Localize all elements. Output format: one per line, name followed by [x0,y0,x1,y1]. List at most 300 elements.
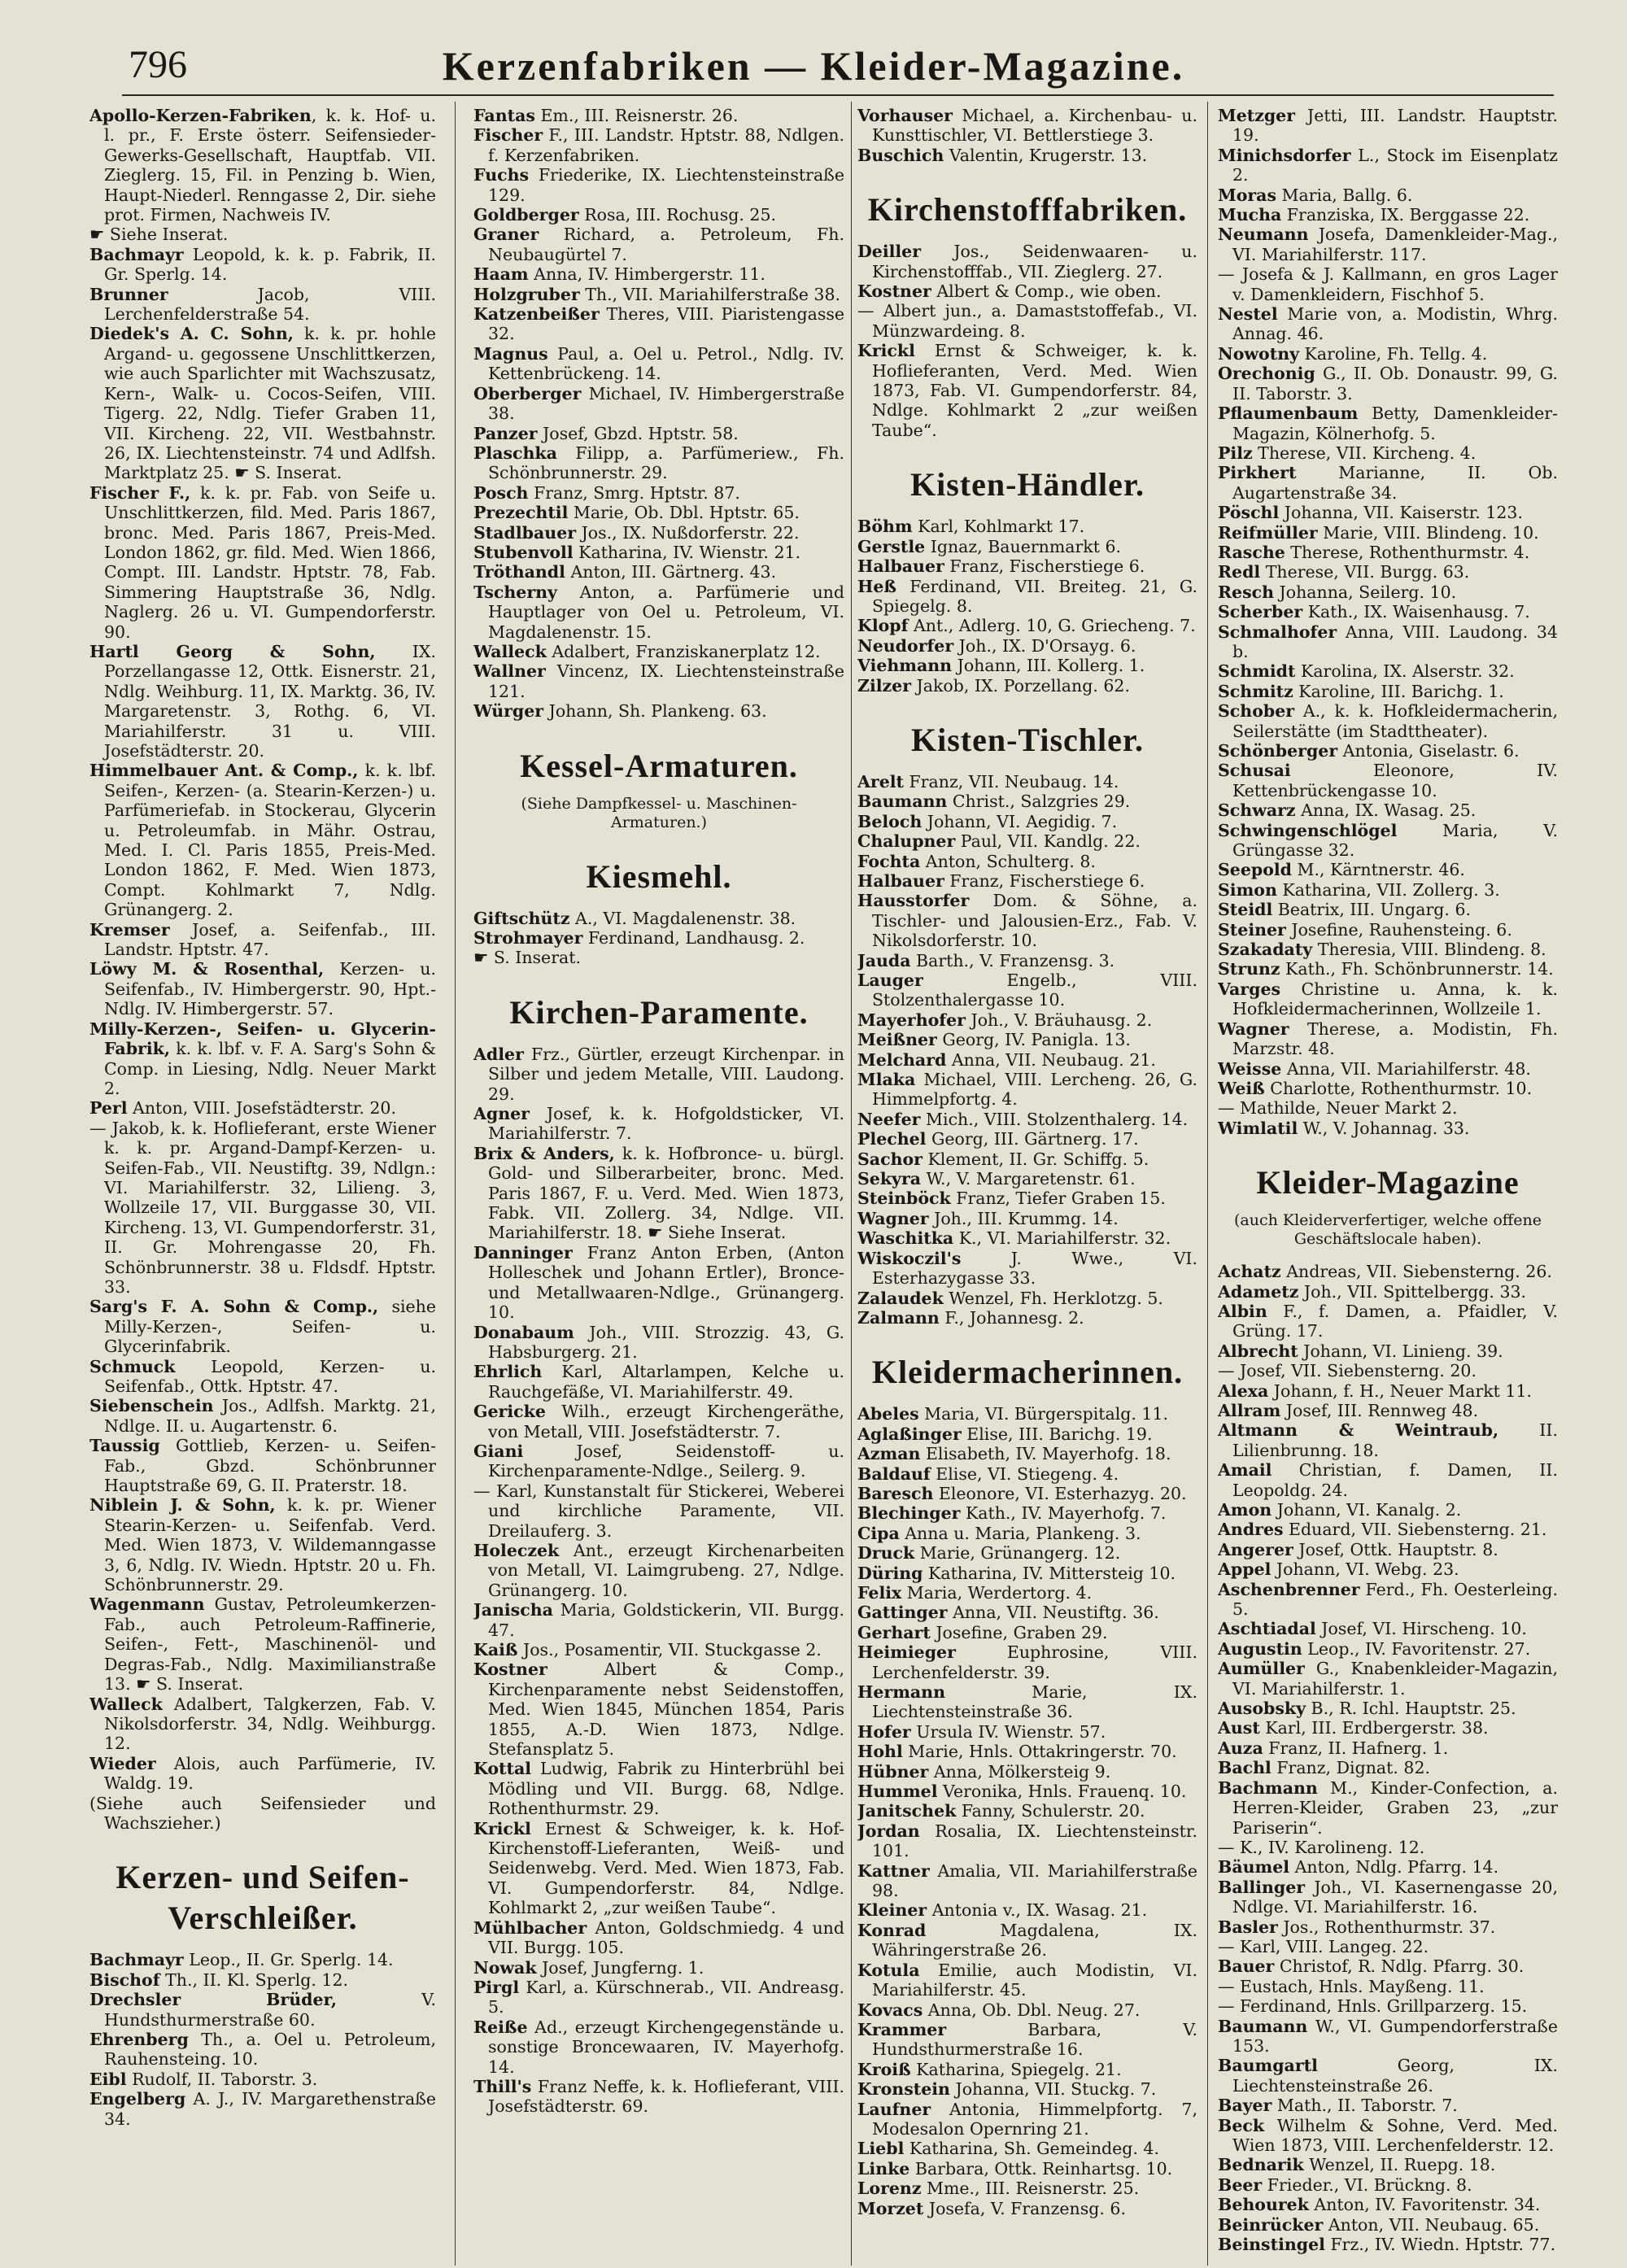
entry-name: Behourek [1218,2195,1309,2215]
directory-entry [473,483,844,503]
directory-entry [857,2020,1197,2060]
section-note: (Siehe Dampfkessel- u. Maschinen-Armaturen.) [521,794,797,831]
directory-entry [1218,682,1558,701]
entry-name: Bayer [1218,2096,1272,2116]
entry-name: Augustin [1218,1638,1302,1659]
entry-details: Franz Anton Erben, (Anton Holleschek und Johann Ertler), Bronce- und Metallwaaren-Ndlge., Grünangerg. 10. [488,1242,844,1323]
directory-entry [1218,443,1558,463]
directory-entry [1218,1659,1558,1699]
entry-details: Joh., VIII. Strozzig. 43, G. Habsburgerg. 21. [488,1322,844,1362]
entry-name: Diedek's A. C. Sohn, [89,324,294,344]
directory-entry [857,2100,1197,2139]
entry-name: Apollo-Kerzen-Fabriken [89,106,312,125]
entry-name: Perl [89,1098,128,1119]
entry-name: Kaiß [473,1640,518,1660]
directory-entry [857,537,1197,556]
directory-entry [89,1396,436,1436]
directory-entry [857,1209,1197,1228]
entry-name: Hartl Georg & Sohn, [89,641,376,661]
entry-details: Katharina, VII. Zollerg. 3. [1276,879,1500,900]
entry-details: Johann, VI. Linieng. 39. [1298,1341,1503,1361]
directory-entry [473,443,844,483]
entry-name: Mayerhofer [857,1010,966,1030]
entry-name: Agner [473,1104,530,1124]
entry-name: Graner [473,225,539,245]
entry-name: Baumann [857,792,948,812]
entry-details: Joh., V. Bräuhausg. 2. [965,1010,1153,1030]
entry-details: Valentin, Krugerstr. 13. [944,145,1148,165]
directory-entry [89,225,436,244]
directory-entry [473,225,844,264]
directory-entry [857,852,1197,871]
entry-details: Josef, Ottk. Hauptstr. 8. [1293,1539,1498,1559]
entry-details: Anton, Ndlg. Pfarrg. 14. [1289,1857,1499,1878]
entry-details: A., VI. Magdalenenstr. 38. [569,908,796,928]
entry-name: Walleck [89,1694,163,1714]
entry-name: Chalupner [857,831,956,852]
directory-entry [473,1144,844,1243]
directory-entry [89,1098,436,1118]
directory-entry [473,304,844,344]
entry-details: k. k. lbf. v. F. A. Sarg's Sohn & Comp. in Liesing, Ndlg. Neuer Markt 2. [104,1039,436,1098]
entry-name: Klopf [857,616,909,636]
directory-entry [89,1970,436,1990]
entry-name: Steinböck [857,1189,951,1209]
directory-entry [473,562,844,582]
entry-name: Niblein J. & Sohn, [89,1495,276,1516]
directory-entry [857,812,1197,831]
section-heading: Kerzen- und Seifen-Verschleißer. [116,1859,410,1937]
directory-entry [473,106,844,125]
directory-entry [473,1481,844,1541]
entry-details: M., Kärntnerstr. 46. [1292,860,1465,880]
directory-entry [89,1495,436,1594]
entry-name: Pilz [1218,443,1253,463]
entry-details: Marie, Hnls. Ottakringerstr. 70. [902,1742,1177,1762]
entry-name: Liebl [857,2139,905,2159]
entry-name: Fischer [473,125,543,146]
entry-details: Paul, a. Oel u. Petrol., Ndlg. IV. Kettenbrückeng. 14. [488,343,844,384]
entry-details: Franz, II. Hafnerg. 1. [1263,1738,1449,1758]
directory-entry [857,792,1197,811]
directory-entry [89,2089,436,2129]
entry-details: Therese, Rothenthurmstr. 4. [1285,542,1530,562]
entry-details: Anna, Ob. Dbl. Neug. 27. [923,2000,1141,2020]
directory-entry [857,871,1197,891]
directory-entry [473,661,844,701]
entry-details: Maria, V. Grüngasse 32. [1232,820,1558,861]
directory-entry [857,1010,1197,1030]
entry-details: Anna, Mölkersteig 9. [928,1761,1111,1782]
entry-details: Wilhelm & Sohne, Verd. Med. Wien 1873, VIII. Lerchenfelderstr. 12. [1232,2115,1558,2155]
directory-entry [857,281,1197,301]
directory-entry [1218,1937,1558,1956]
entry-name: Prezechtil [473,503,569,523]
entry-details: Josef, k. k. Hofgoldsticker, VI. Mariahilferstr. 7. [488,1104,844,1144]
directory-entry [473,1362,844,1402]
entry-details: W., VI. Gumpendorferstraße 153. [1232,2016,1558,2056]
directory-entry [1218,2235,1558,2254]
directory-entry [1218,2017,1558,2056]
entry-details: L., Stock im Eisenplatz 2. [1232,145,1558,185]
entry-name: Panzer [473,423,538,443]
entry-name: Reifmüller [1218,522,1318,543]
section-heading: Kisten-Händler. [910,466,1145,504]
entry-details: J. Wwe., VI. Esterhazygasse 33. [872,1248,1197,1289]
directory-entry [1218,1500,1558,1520]
entry-details: ☛ S. Inserat. [473,948,581,968]
entry-details: Anton, VIII. Josefstädterstr. 20. [127,1098,396,1119]
directory-entry [857,970,1197,1010]
directory-entry [1218,979,1558,1019]
entry-name: Drechsler Brüder, [89,1990,337,2010]
directory-entry [1218,1977,1558,1996]
directory-entry [857,1722,1197,1742]
entry-details: Franz, Fischerstiege 6. [944,870,1145,891]
entry-details: Christof, R. Ndlg. Pfarrg. 30. [1274,1956,1524,1977]
entry-details: Engelb., VIII. Stolzenthalergasse 10. [872,970,1197,1010]
directory-entry [1218,304,1558,344]
entry-details: Ignaz, Bauernmarkt 6. [925,536,1122,556]
directory-entry [857,1642,1197,1682]
directory-entry [1218,880,1558,900]
directory-entry [857,1583,1197,1603]
header-rule [122,94,1554,96]
directory-entry [473,2017,844,2077]
directory-entry [473,344,844,384]
directory-entry [1218,800,1558,820]
entry-details: Joh., VI. Kasernengasse 20, Ndlge. VI. Mariahilferstr. 16. [1232,1877,1558,1917]
entry-name: Himmelbauer Ant. & Comp., [89,761,359,781]
entry-name: Seepold [1218,860,1293,880]
directory-entry [1218,761,1558,800]
entry-name: Aschtiadal [1218,1619,1316,1639]
entry-details: Georg, IX. Liechtensteinstraße 26. [1232,2056,1558,2096]
entry-details: Wilh., erzeugt Kirchengeräthe, von Metall, VIII. Josefstädterstr. 7. [488,1402,844,1441]
directory-entry [857,2179,1197,2198]
directory-entry [857,1169,1197,1189]
entry-details: Maria, Goldstickerin, VII. Burgg. 47. [488,1600,844,1640]
entry-name: Halbauer [857,556,944,577]
entry-name: Simon [1218,879,1277,900]
directory-entry [1218,2215,1558,2235]
entry-details: — K., IV. Karolineng. 12. [1218,1837,1425,1857]
entry-details: Marie, Grünangerg. 12. [914,1543,1121,1564]
column-3 [857,106,1197,2261]
directory-entry [857,1503,1197,1523]
entry-details: — Mathilde, Neuer Markt 2. [1218,1098,1458,1119]
entry-details: Anna, VII. Mariahilferstr. 48. [1281,1058,1531,1079]
entry-name: Gerhart [857,1622,931,1642]
directory-entry [1218,503,1558,522]
directory-entry [857,1900,1197,1920]
directory-entry [473,928,844,948]
entry-details: M., Kinder-Confection, a. Herren-Kleider, Graben 23, „zur Pariserin“. [1232,1777,1558,1838]
directory-entry [857,242,1197,281]
directory-entry [857,951,1197,970]
directory-entry [1218,1838,1558,1857]
entry-name: Fochta [857,851,921,871]
directory-entry [473,503,844,522]
entry-details: Frz., IV. Wiedn. Hptstr. 77. [1324,2235,1556,2255]
entry-details: Anna, IV. Himbergerstr. 11. [528,264,766,285]
entry-details: Christine u. Anna, k. k. Hofkleidermacherinnen, Wollzeile 1. [1232,979,1558,1019]
directory-entry [1218,185,1558,205]
entry-details: k. k. lbf. Seifen-, Kerzen- (a. Stearin-Kerzen-) u. Parfümeriefab. in Stockerau, Glycerin u. Petroleumfab. in Mähr. Ostrau, Med. I. Cl. Paris 1855, Preis-Med. London 1862, F. Med. Wien 1873, Compt. Kohlmarkt 7, Ndlg. Grünangerg. 2. [104,761,436,920]
directory-entry [1218,701,1558,741]
directory-entry [89,285,436,325]
entry-name: Amail [1218,1460,1272,1481]
directory-entry [1218,1019,1558,1059]
entry-name: Plechel [857,1129,927,1149]
entry-details: — Josef, VII. Siebensterng. 20. [1218,1361,1477,1381]
directory-entry [1218,403,1558,443]
directory-entry [857,1543,1197,1563]
directory-entry [1218,860,1558,879]
entry-name: Bischof [89,1969,160,1990]
entry-details: Jos., Seidenwaaren- u. Kirchenstofffab., VII. Zieglerg. 27. [872,242,1197,281]
entry-name: Gerstle [857,536,926,556]
directory-entry [1218,264,1558,304]
entry-name: Varges [1218,979,1281,999]
entry-details: Therese, VII. Kircheng. 4. [1252,443,1477,463]
entry-details: Anton, IV. Favoritenstr. 34. [1308,2195,1541,2215]
entry-details: Em., III. Reisnerstr. 26. [534,106,739,125]
directory-entry [857,1861,1197,1901]
entry-details: Michael, VIII. Lercheng. 26, G. Himmelpfortg. 4. [872,1070,1197,1110]
entry-name: Albrecht [1218,1341,1298,1361]
entry-name: Taussig [89,1436,160,1456]
entry-name: Mucha [1218,205,1282,225]
entry-details: Karl, III. Erdbergerstr. 38. [1259,1718,1489,1738]
entry-details: Johann, VI. Kanalg. 2. [1272,1500,1462,1520]
directory-entry [473,1441,844,1481]
entry-details: Therese, VII. Burgg. 63. [1260,562,1470,582]
entry-details: Josef, III. Rennweg 48. [1280,1400,1479,1420]
entry-details: Joh., VII. Spittelbergg. 33. [1298,1281,1527,1302]
directory-entry [473,1323,844,1363]
section-heading: Kessel-Armaturen. [520,747,798,784]
directory-entry [89,1019,436,1099]
entry-name: Schwarz [1218,800,1296,821]
directory-entry [1218,1758,1558,1777]
entry-name: Magnus [473,343,548,364]
entry-name: Posch [473,482,529,503]
entry-name: Lauger [857,970,923,990]
entry-details: Therese, a. Modistin, Fh. Marzstr. 48. [1232,1018,1558,1059]
entry-name: Wieder [89,1753,156,1773]
entry-details: Georg, IV. Panigla. 13. [936,1030,1131,1050]
column-4 [1218,106,1558,2261]
entry-name: Holzgruber [473,284,580,304]
entry-name: Waschitka [857,1228,954,1249]
entry-name: Adler [473,1044,524,1064]
entry-name: Kostner [857,281,931,302]
directory-entry [857,2139,1197,2158]
directory-entry [473,701,844,721]
entry-name: Löwy M. & Rosenthal, [89,959,325,979]
entry-name: Krammer [857,2019,947,2039]
directory-entry [89,1594,436,1694]
entry-name: Appel [1218,1559,1272,1580]
entry-name: Ehrenberg [89,2029,189,2049]
entry-details: k. k. pr. Fab. von Seife u. Unschlittkerzen, fild. Med. Paris 1867, bronc. Med. Paris 1867, Preis-Med. London 1862, gr. fild. Med. Wien 1866, Compt. III. Landstr. Hptstr. 78, Fab. Simmering Hauptstraße 36, Ndlg. Naglerg. 26 u. VI. Gumpendorferstr. 90. [104,482,436,642]
entry-name: Hermann [857,1682,945,1702]
directory-entry [473,384,844,424]
entry-name: Stubenvoll [473,542,574,562]
directory-entry [1218,741,1558,761]
directory-entry [473,909,844,928]
entry-details: V. Hundsthurmerstraße 60. [104,1990,436,2030]
entry-details: Antonia, Himmelpfortg. 7, Modesalon Opernring 21. [872,2099,1197,2139]
entry-name: Baumgartl [1218,2056,1318,2076]
entry-name: Bachmayr [89,244,184,264]
entry-name: Arelt [857,771,905,792]
entry-name: Bachl [1218,1758,1272,1778]
directory-entry [857,1110,1197,1129]
entry-details: Beatrix, III. Ungarg. 6. [1272,900,1472,920]
entry-details: Josefine, Graben 29. [930,1622,1108,1642]
entry-details: Elise, III. Barichg. 19. [961,1424,1153,1444]
entry-details: Ad., erzeugt Kirchengegenstände u. sonstige Broncewaaren, IV. Mayerhofg. 14. [488,2017,844,2077]
entry-details: Eleonore, VI. Esterhazyg. 20. [933,1483,1187,1503]
entry-details: Anton, III. Gärtnerg. 43. [565,562,777,582]
entry-details: K., VI. Mariahilferstr. 32. [953,1228,1171,1249]
entry-name: Schober [1218,701,1295,722]
entry-details: A., k. k. Hofkleidermacherin, Seilerstätte (im Stadttheater). [1232,701,1558,741]
directory-entry [473,264,844,284]
entry-details: Anton, VII. Neubaug. 65. [1323,2214,1540,2235]
entry-details: Wenzel, II. Ruepg. 18. [1303,2155,1496,2175]
entry-details: Josefa, Damenkleider-Mag., VI. Mariahilferstr. 117. [1232,225,1558,264]
directory-entry [89,245,436,285]
entry-name: Bednarik [1218,2155,1304,2175]
entry-details: Jacob, VIII. Lerchenfelderstraße 54. [104,284,436,325]
entry-details: Euphrosine, VIII. Lerchenfelderstr. 39. [872,1642,1197,1682]
entry-details: Th., II. Kl. Sperlg. 12. [159,1969,349,1990]
directory-entry [89,483,436,642]
entry-name: Schmalhofer [1218,622,1337,642]
directory-entry [1218,1401,1558,1420]
entry-details: Rosalia, IX. Liechtensteinstr. 101. [872,1821,1197,1861]
entry-details: Franziska, IX. Berggasse 22. [1281,205,1530,225]
entry-name: Strunz [1218,959,1280,979]
column-divider [455,102,456,2266]
directory-entry [857,616,1197,635]
entry-details: Christ., Salzgries 29. [947,792,1131,812]
entry-details: Elise, VI. Stiegeng. 4. [930,1463,1119,1484]
directory-entry [857,1564,1197,1583]
entry-name: Giftschütz [473,908,570,928]
entry-name: Zalaudek [857,1288,944,1308]
section-heading: Kiesmehl. [586,857,732,895]
directory-entry [1218,523,1558,543]
directory-entry [857,1404,1197,1424]
directory-entry [857,1603,1197,1622]
entry-name: Sekyra [857,1169,922,1189]
entry-name: Würger [473,701,544,722]
entry-name: Brix & Anders, [473,1143,615,1163]
entry-details: k. k. Hofbronce- u. bürgl. Gold- und Silberarbeiter, bronc. Med. Paris 1867, F. u. Verd. Med. Wien 1873, Fabk. VII. Zollerg. 34, Ndlge. VII. Mariahilferstr. 18. ☛ Siehe Inserat. [488,1143,844,1243]
entry-details: Leopold, Kerzen- u. Seifenfab., Ottk. Hptstr. 47. [104,1356,436,1396]
directory-entry [857,1050,1197,1070]
directory-entry [89,2030,436,2070]
directory-entry [1218,205,1558,225]
entry-name: Felix [857,1582,902,1603]
directory-entry [1218,1282,1558,1302]
entry-details: Marie, VIII. Blindeng. 10. [1317,522,1539,543]
directory-entry [857,1524,1197,1543]
entry-details: Johanna, VII. Kaiserstr. 123. [1279,503,1523,523]
directory-entry [857,1782,1197,1801]
directory-entry [857,1030,1197,1049]
entry-name: Redl [1218,562,1261,582]
entry-details: Elisabeth, IV. Mayerhofg. 18. [920,1444,1171,1464]
entry-name: Laufner [857,2099,931,2119]
directory-entry [1218,1420,1558,1460]
entry-details: Jos., Posamentir, VII. Stuckgasse 2. [517,1640,822,1660]
entry-details: Amalia, VII. Mariahilferstraße 98. [872,1860,1197,1901]
entry-details: ☛ Siehe Inserat. [89,225,229,245]
entry-details: Franz, Tiefer Graben 15. [950,1189,1166,1209]
directory-entry [89,1436,436,1495]
directory-entry [857,1444,1197,1463]
directory-entry [1218,2116,1558,2156]
directory-entry [857,2000,1197,2020]
entry-details: Jakob, IX. Porzellang. 62. [911,675,1130,696]
entry-name: Düring [857,1563,923,1583]
entry-details: siehe Milly-Kerzen-, Seifen- u. Glycerinfabrik. [104,1297,436,1357]
directory-entry [1218,1361,1558,1380]
directory-entry [1218,2175,1558,2195]
entry-name: Wallner [473,661,546,682]
entry-details: Albert & Comp., Kirchenparamente nebst Seidenstoffen, Med. Wien 1845, München 1854, Paris 1855, A.-D. Wien 1873, Ndlge. Stefansplatz 5. [488,1660,844,1760]
entry-name: Angerer [1218,1539,1293,1559]
entry-details: Antonia v., IX. Wasag. 21. [927,1900,1148,1921]
entry-name: Neudorfer [857,635,954,656]
entry-name: Zalmann [857,1307,940,1328]
entry-name: Wiskoczil's [857,1248,962,1268]
entry-name: Pöschl [1218,503,1280,523]
directory-entry [1218,661,1558,681]
entry-name: Linke [857,2158,910,2179]
entry-details: Josef, Seidenstoff- u. Kirchenparamente-Ndlge., Seilerg. 9. [488,1441,844,1481]
directory-entry [1218,364,1558,403]
section-heading: Kleider-Magazine [1256,1164,1520,1202]
column-1 [89,106,436,2261]
entry-name: Beinrücker [1218,2214,1324,2235]
entry-details: Ant., erzeugt Kirchenarbeiten von Metall, VI. Laimgrubeng. 27, Ndlge. Grünangerg. 10. [488,1540,844,1600]
entry-name: Kotula [857,1960,920,1980]
entry-name: Baldauf [857,1463,931,1484]
entry-name: Pflaumenbaum [1218,403,1359,424]
directory-entry [857,2079,1197,2099]
entry-name: Donabaum [473,1322,574,1342]
entry-details: Ferdinand, Landhausg. 2. [582,928,805,948]
directory-entry [1218,940,1558,959]
directory-entry [857,1742,1197,1761]
entry-name: Bäumel [1218,1857,1290,1878]
entry-details: Katharina, Sh. Gemeindeg. 4. [904,2139,1159,2159]
directory-entry [473,1978,844,2017]
entry-details: Andreas, VII. Siebensterng. 26. [1280,1262,1552,1282]
directory-entry [1218,900,1558,919]
running-title: Kerzenfabriken — Kleider-Magazine. [442,43,1185,89]
entry-name: Tröthandl [473,562,565,582]
directory-entry [1218,1341,1558,1361]
entry-name: Minichsdorfer [1218,145,1351,165]
entry-details: Georg, III. Gärtnerg. 17. [926,1129,1139,1149]
